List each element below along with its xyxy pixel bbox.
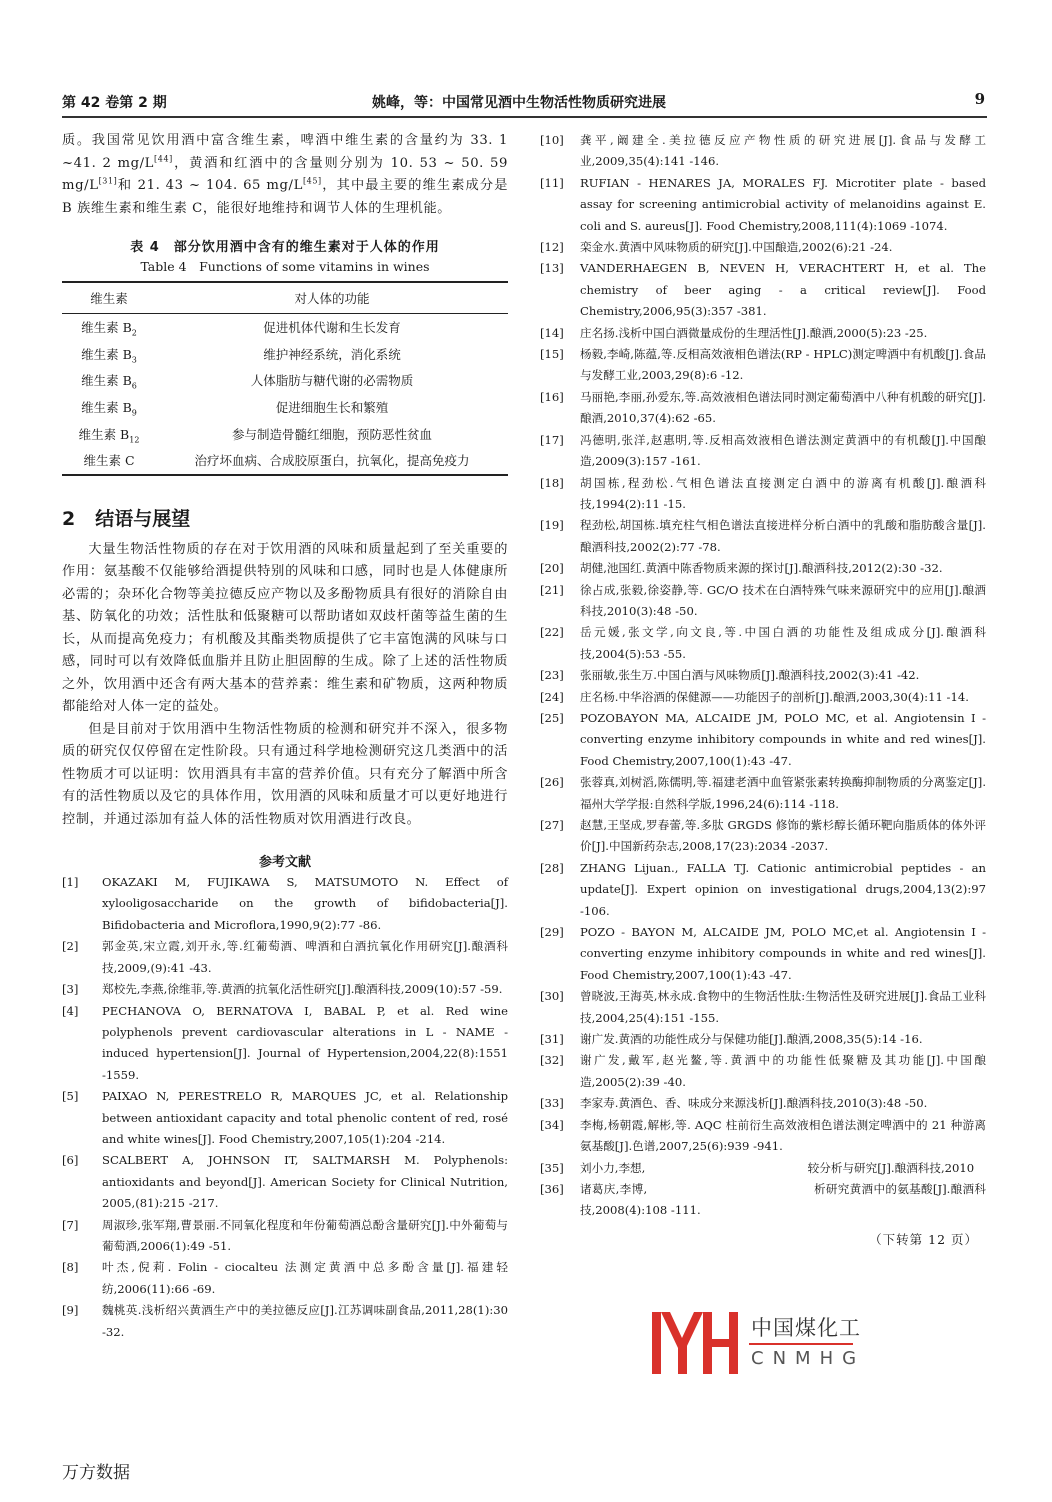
reference-text: 栾金水.黄酒中风味物质的研究[J].中国酿造,2002(6):21 -24. <box>580 240 893 255</box>
reference-item <box>540 344 986 387</box>
reference-text: 杨毅,李崎,陈蕴,等.反相高效液相色谱法(RP - HPLC)测定啤酒中有机酸[J].食品与发酵工业,2003,29(8):6 -12. <box>580 347 986 383</box>
reference-item <box>62 936 508 979</box>
table-row <box>62 447 508 475</box>
reference-text: 张丽敏,张生万.中国白酒与风味物质[J].酿酒科技,2002(3):41 -42. <box>580 668 920 683</box>
reference-number: [14] <box>540 325 564 340</box>
vitamin-name <box>62 341 156 368</box>
reference-number: [27] <box>540 818 564 832</box>
table-row <box>62 341 508 368</box>
reference-number: [4] <box>62 1003 79 1018</box>
reference-text: 李家寿.黄酒色、香、味成分来源浅析[J].酿酒科技,2010(3):48 -50. <box>580 1096 928 1111</box>
reference-number: [15] <box>540 347 564 362</box>
vitamin-name <box>62 420 156 447</box>
reference-text: OKAZAKI M, FUJIKAWA S, MATSUMOTO N. Effect of xylooligosaccharide on the growth of bifidobacteria[J]. Bifidobacteria and Microflora,1990,9(2):77 -86. <box>102 875 508 932</box>
left-column <box>62 130 508 1343</box>
reference-item <box>62 1150 508 1214</box>
reference-item <box>540 1093 986 1114</box>
vitamin-name <box>62 447 156 475</box>
reference-number: [17] <box>540 432 564 447</box>
reference-number: [16] <box>540 389 564 404</box>
reference-number: [30] <box>540 989 564 1004</box>
reference-item <box>540 772 986 815</box>
reference-number: [3] <box>62 982 79 997</box>
reference-number: [25] <box>540 710 564 725</box>
reference-number: [10] <box>540 133 564 147</box>
reference-text: 郑校先,李燕,徐维菲,等.黄酒的抗氧化活性研究[J].酿酒科技,2009(10):57 -59. <box>102 982 503 997</box>
vitamin-subscript: 6 <box>131 381 137 391</box>
reference-text: 谢广发.黄酒的功能性成分与保健功能[J].酿酒,2008,35(5):14 -16. <box>580 1032 923 1047</box>
table-header-row <box>62 282 508 314</box>
reference-number: [36] <box>540 1181 564 1196</box>
reference-text: 郭金英,宋立霞,刘开永,等.红葡萄酒、啤酒和白酒抗氧化作用研究[J].酿酒科技,2009,(9):41 -43. <box>102 939 508 975</box>
reference-item <box>540 858 986 922</box>
running-head <box>62 90 987 118</box>
reference-item <box>62 1215 508 1258</box>
continued-note: （下转第 12 页） <box>869 1231 978 1247</box>
reference-text: 叶杰,倪莉. Folin - ciocalteu 法测定黄酒中总多酚含量[J].福建轻纺,2006(11):66 -69. <box>102 1260 508 1296</box>
body-paragraph: 但是目前对于饮用酒中生物活性物质的检测和研究并不深入，很多物质的研究仅仅停留在定性阶段。只有通过科学地检测研究这几类酒中的活性物质才可以证明：饮用酒具有丰富的营养价值。只有充分了解酒中所含有的活性物质以及它的具体作用，饮用酒的风味和质量才可以更好地进行控制，并通过添加有益人体的活性物质对饮用酒进行改良。 <box>62 721 508 827</box>
table-row <box>62 367 508 394</box>
reference-item <box>540 986 986 1029</box>
reference-number: [18] <box>540 475 564 490</box>
reference-number: [9] <box>62 1303 79 1318</box>
reference-number: [2] <box>62 939 79 954</box>
vitamin-function: 促进细胞生长和繁殖 <box>275 400 389 416</box>
reference-text: 周淑珍,张军翔,曹景丽.不同氧化程度和年份葡萄酒总酚含量研究[J].中外葡萄与葡萄酒,2006(1):49 -51. <box>102 1217 508 1253</box>
reference-text: RUFIAN - HENARES JA, MORALES FJ. Microtiter plate - based assay for screening antimicrobial activity of melanoidins against E. coli and S. aureus[J]. Food Chemistry,2008,111(4):1069 -1074. <box>580 175 986 233</box>
reference-item <box>540 922 986 986</box>
reference-number: [34] <box>540 1117 564 1132</box>
reference-item <box>540 387 986 430</box>
column-header-function: 对人体的功能 <box>156 282 508 314</box>
reference-item <box>540 1115 986 1158</box>
reference-text: PECHANOVA O, BERNATOVA I, BABAL P, et al. Red wine polyphenols prevent cardiovascular alterations in L - NAME - induced hypertension[J]. Journal of Hypertension,2004,22(8):1551 -1559. <box>102 1003 508 1082</box>
reference-number: [11] <box>540 175 564 190</box>
reference-text: 马丽艳,李丽,孙爱东,等.高效液相色谱法同时测定葡萄酒中八种有机酸的研究[J].酿酒,2010,37(4):62 -65. <box>580 389 986 426</box>
vitamin-function: 促进机体代谢和生长发育 <box>263 320 401 336</box>
intro-paragraph <box>62 130 508 220</box>
reference-item <box>62 1257 508 1300</box>
reference-item <box>540 1029 986 1050</box>
vitamin-name <box>62 367 156 394</box>
table-row <box>62 420 508 447</box>
reference-item <box>540 430 986 473</box>
reference-number: [33] <box>540 1096 564 1111</box>
vitamin-subscript: 3 <box>131 355 137 365</box>
reference-item <box>540 558 986 579</box>
intro-text: 和 21. 43 ~ 104. 65 mg/L <box>117 178 303 193</box>
vitamin-label: 维生素 C <box>83 453 135 469</box>
body-paragraph: 大量生物活性物质的存在对于饮用酒的风味和质量起到了至关重要的作用：氨基酸不仅能够给酒提供特别的风味和口感，同时也是人体健康所必需的；杂环化合物等美拉德反应产物以及多酚物质具有很好的消除自由基、防氧化的功效；活性肽和低聚糖可以帮助诸如双歧杆菌等益生菌的生长，从而提高免疫力；有机酸及其酯类物质提供了它丰富饱满的风味与口感，同时可以有效降低血脂并且防止胆固醇的生成。除了上述的活性物质之外，饮用酒中还含有两大基本的营养素：维生素和矿物质，这两种物质都能给对人体一定的益处。 <box>62 541 508 715</box>
vitamin-label: 维生素 B <box>81 400 132 416</box>
reference-item <box>62 1300 508 1343</box>
reference-text: 胡国栋,程劲松.气相色谱法直接测定白酒中的游离有机酸[J].酿酒科技,1994(2):11 -15. <box>580 475 986 511</box>
citation: [31] <box>98 176 118 186</box>
intro-text: 质。我国常见饮用酒中富含维生素，啤酒中维生素的含量约为 33. 1 ~41. 2 mg/L <box>62 133 508 171</box>
citation: [44] <box>154 154 173 164</box>
reference-number: [6] <box>62 1153 79 1168</box>
reference-text: 庄名杨.中华浴酒的保健源——功能因子的剖析[J].酿酒,2003,30(4):11 -14. <box>580 689 969 704</box>
reference-item <box>540 323 986 344</box>
vitamin-subscript: 12 <box>129 435 140 445</box>
reference-item <box>540 1158 986 1179</box>
reference-item <box>540 665 986 686</box>
reference-text: 曾晓波,王海英,林永成.食物中的生物活性肽:生物活性及研究进展[J].食品工业科技,2004,25(4):151 -155. <box>580 989 986 1025</box>
vitamin-function: 人体脂肪与糖代谢的必需物质 <box>250 373 414 389</box>
reference-text: POZOBAYON MA, ALCAIDE JM, POLO MC, et al. Angiotensin I - converting enzyme inhibitory compounds in white and red wines[J]. Food Chemistry,2007,100(1):43 -47. <box>580 710 986 768</box>
watermark-chinese: 中国煤化工 <box>749 1312 863 1342</box>
vitamin-label: 维生素 B <box>81 346 132 362</box>
reference-number: [31] <box>540 1032 564 1047</box>
reference-item <box>62 872 508 936</box>
reference-text: 徐占成,张毅,徐姿静,等. GC/O 技术在白酒特殊气味来源研究中的应用[J].酿酒科技,2010(3):48 -50. <box>580 582 986 618</box>
vitamin-function: 维护神经系统，消化系统 <box>263 346 401 362</box>
reference-number: [32] <box>540 1053 564 1068</box>
intro-text: ，黄酒和红酒中的含量则分别为 10. 53 ~ 50. 59 mg/L <box>62 155 508 193</box>
reference-item <box>62 1086 508 1150</box>
reference-text: 龚平,阚建全.美拉德反应产物性质的研究进展[J].食品与发酵工业,2009,35(4):141 -146. <box>580 133 986 169</box>
reference-number: [13] <box>540 261 564 276</box>
vitamin-table <box>62 281 508 476</box>
reference-item <box>540 622 986 665</box>
reference-number: [29] <box>540 925 564 940</box>
reference-number: [19] <box>540 518 564 533</box>
vitamin-name <box>62 314 156 341</box>
vitamin-label: 维生素 B <box>81 320 132 336</box>
vitamin-label: 维生素 B <box>78 426 130 442</box>
article-running-title: 姚峰，等：中国常见酒中生物活性物质研究进展 <box>372 95 666 111</box>
reference-item <box>540 258 986 322</box>
volume-issue: 第 42 卷第 2 期 <box>62 95 167 111</box>
reference-item <box>540 473 986 516</box>
intro-text: ，其中最主要的维生素成分是 B 族维生素和维生素 C，能很好地维持和调节人体的生理机能。 <box>62 178 508 216</box>
vitamin-function: 参与制造骨髓红细胞，预防恶性贫血 <box>231 426 432 442</box>
reference-number: [20] <box>540 561 564 576</box>
reference-number: [5] <box>62 1089 79 1104</box>
reference-number: [28] <box>540 860 564 875</box>
reference-number: [22] <box>540 625 564 640</box>
vitamin-function: 治疗坏血病、合成胶原蛋白，抗氧化，提高免疫力 <box>156 447 508 475</box>
reference-text: 庄名扬.浅析中国白酒微量成份的生理活性[J].酿酒,2000(5):23 -25. <box>580 325 928 340</box>
table-row <box>62 314 508 341</box>
reference-item <box>62 979 508 1000</box>
section-heading <box>62 504 508 531</box>
reference-item <box>540 708 986 772</box>
reference-text: 刘小力,李想, 较分析与研究[J].酿酒科技,2010 <box>580 1160 975 1175</box>
citation: [45] <box>302 176 322 186</box>
reference-item <box>540 1179 986 1222</box>
reference-text: POZO - BAYON M, ALCAIDE JM, POLO MC,et al. Angiotensin I - converting enzyme inhibitory compounds in white and red wines[J]. Food Chemistry,2007,100(1):43 -47. <box>580 925 986 982</box>
page-number: 9 <box>974 90 985 108</box>
reference-text: 魏桃英.浅析绍兴黄酒生产中的美拉德反应[J].江苏调味副食品,2011,28(1):30 -32. <box>102 1303 508 1339</box>
reference-text: 赵慧,王坚成,罗春蕾,等.多肽 GRGDS 修饰的紫杉醇长循环靶向脂质体的体外评价[J].中国新药杂志,2008,17(23):2034 -2037. <box>580 818 986 854</box>
reference-text: PAIXAO N, PERESTRELO R, MARQUES JC, et al. Relationship between antioxidant capacity and total phenolic content of red, rosé and white wines[J]. Food Chemistry,2007,105(1):204 -214. <box>102 1089 508 1146</box>
reference-number: [21] <box>540 582 564 597</box>
reference-number: [35] <box>540 1160 564 1175</box>
reference-item <box>540 130 986 173</box>
table-title-en: Table 4 Functions of some vitamins in wines <box>140 259 430 274</box>
references-title: 参考文献 <box>258 855 311 871</box>
vitamin-name <box>62 394 156 421</box>
watermark-english: CNMHG <box>751 1348 866 1369</box>
reference-text: 张蓉真,刘树滔,陈儒明,等.福建老酒中血管紧张素转换酶抑制物质的分离鉴定[J].福州大学学报:自然科学版,1996,24(6):114 -118. <box>580 775 986 811</box>
reference-number: [7] <box>62 1217 79 1232</box>
section-number: 2 <box>62 507 76 530</box>
reference-number: [8] <box>62 1260 79 1275</box>
table-title-cn: 表 4 部分饮用酒中含有的维生素对于人体的作用 <box>130 240 440 255</box>
reference-item <box>62 1001 508 1087</box>
vitamin-label: 维生素 B <box>81 373 132 389</box>
reference-item <box>540 173 986 237</box>
column-header-vitamin: 维生素 <box>62 282 156 314</box>
vitamin-subscript: 2 <box>131 328 137 338</box>
reference-number: [1] <box>62 875 79 890</box>
reference-text: 李梅,杨朝霞,解彬,等. AQC 柱前衍生高效液相色谱法测定啤酒中的 21 种游离氨基酸[J].色谱,2007,25(6):939 -941. <box>580 1117 986 1154</box>
watermark-divider <box>749 1343 853 1345</box>
reference-text: 岳元媛,张文学,向文良,等.中国白酒的功能性及组成成分[J].酿酒科技,2004(5):53 -55. <box>580 625 986 661</box>
reference-text: 程劲松,胡国栋.填充柱气相色谱法直接进样分析白酒中的乳酸和脂肪酸含量[J].酿酒科技,2002(2):77 -78. <box>580 518 986 554</box>
references-list-left <box>62 872 508 1343</box>
reference-item <box>540 237 986 258</box>
cnmhg-logo-icon <box>652 1312 738 1374</box>
reference-text: SCALBERT A, JOHNSON IT, SALTMARSH M. Polyphenols: antioxidants and beyond[J]. American Society for Clinical Nutrition, 2005,(81):215 -217. <box>102 1153 508 1211</box>
reference-text: VANDERHAEGEN B, NEVEN H, VERACHTERT H, et al. The chemistry of beer aging - a critical review[J]. Food Chemistry,2006,95(3):357 -381. <box>580 261 986 319</box>
reference-number: [24] <box>540 689 564 704</box>
vitamin-subscript: 9 <box>131 408 137 418</box>
right-column <box>540 130 986 1248</box>
reference-item <box>540 687 986 708</box>
section-title: 结语与展望 <box>95 507 191 530</box>
watermark-logo <box>652 1312 982 1374</box>
reference-text: 胡健,池国红.黄酒中陈香物质来源的探讨[J].酿酒科技,2012(2):30 -32. <box>580 561 943 576</box>
reference-item <box>540 580 986 623</box>
reference-text: 谢广发,戴军,赵光鳌,等.黄酒中的功能性低聚糖及其功能[J].中国酿造,2005(2):39 -40. <box>580 1053 986 1089</box>
reference-number: [26] <box>540 775 564 790</box>
footer-source: 万方数据 <box>62 1463 130 1483</box>
references-list-right <box>540 130 986 1222</box>
reference-number: [12] <box>540 240 564 255</box>
reference-number: [23] <box>540 668 564 683</box>
reference-item <box>540 1050 986 1093</box>
reference-text: ZHANG Lijuan., FALLA TJ. Cationic antimicrobial peptides - an update[J]. Expert opinion on investigational drugs,2004,13(2):97 -106. <box>580 860 986 918</box>
table-row <box>62 394 508 421</box>
reference-text: 诸葛庆,李博, 析研究黄酒中的氨基酸[J].酿酒科技,2008(4):108 -111. <box>580 1181 986 1218</box>
reference-text: 冯德明,张洋,赵惠明,等.反相高效液相色谱法测定黄酒中的有机酸[J].中国酿造,2009(3):157 -161. <box>580 432 986 469</box>
reference-item <box>540 815 986 858</box>
reference-item <box>540 515 986 558</box>
